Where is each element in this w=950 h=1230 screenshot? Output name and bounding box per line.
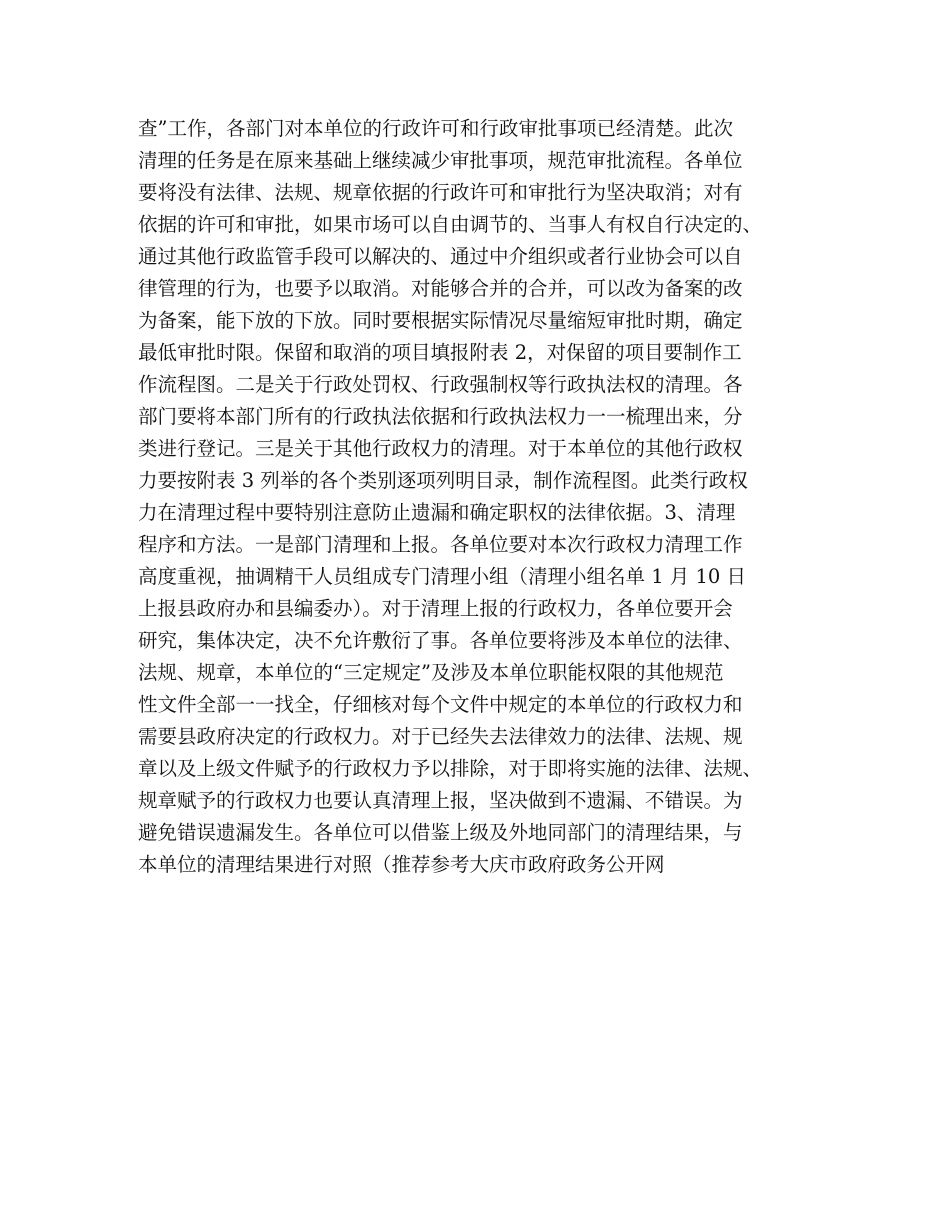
text-line: 律管理的行为，也要予以取消。对能够合并的合并，可以改为备案的改 [138,277,743,300]
text-line: 查”工作，各部门对本单位的行政许可和行政审批事项已经清楚。此次 [138,117,733,140]
text-line: 程序和方法。一是部门清理和上报。各单位要对本次行政权力清理工作 [138,533,743,556]
text-line: 法规、规章，本单位的“三定规定”及涉及本单位职能权限的其他规范 [138,661,724,684]
text-line: 章以及上级文件赋予的行政权力予以排除，对于即将实施的法律、法规、 [138,757,763,780]
text-line: 性文件全部一一找全，仔细核对每个文件中规定的本单位的行政权力和 [138,693,743,716]
text-line: 为备案，能下放的下放。同时要根据实际情况尽量缩短审批时期，确定 [138,309,743,332]
body-paragraph [138,113,818,881]
text-line: 力要按附表 3 列举的各个类别逐项列明目录，制作流程图。此类行政权 [138,469,748,492]
text-line: 类进行登记。三是关于其他行政权力的清理。对于本单位的其他行政权 [138,437,743,460]
text-line: 要将没有法律、法规、规章依据的行政许可和审批行为坚决取消；对有 [138,181,743,204]
text-line: 作流程图。二是关于行政处罚权、行政强制权等行政执法权的清理。各 [138,373,743,396]
text-line: 避免错误遗漏发生。各单位可以借鉴上级及外地同部门的清理结果，与 [138,821,743,844]
text-line: 部门要将本部门所有的行政执法依据和行政执法权力一一梳理出来，分 [138,405,743,428]
text-line: 力在清理过程中要特别注意防止遗漏和确定职权的法律依据。3、清理 [138,501,736,524]
text-line: 研究，集体决定，决不允许敷衍了事。各单位要将涉及本单位的法律、 [138,629,743,652]
text-line: 最低审批时限。保留和取消的项目填报附表 2，对保留的项目要制作工 [138,341,742,364]
text-line: 本单位的清理结果进行对照（推荐参考大庆市政府政务公开网 [138,853,665,876]
text-line: 清理的任务是在原来基础上继续减少审批事项，规范审批流程。各单位 [138,149,743,172]
text-line: 高度重视，抽调精干人员组成专门清理小组（清理小组名单 1 月 10 日 [138,565,747,588]
text-line: 通过其他行政监管手段可以解决的、通过中介组织或者行业协会可以自 [138,245,743,268]
text-line: 上报县政府办和县编委办）。对于清理上报的行政权力，各单位要开会 [138,597,733,620]
text-line: 依据的许可和审批，如果市场可以自由调节的、当事人有权自行决定的、 [138,213,763,236]
text-line: 规章赋予的行政权力也要认真清理上报，坚决做到不遗漏、不错误。为 [138,789,743,812]
text-line: 需要县政府决定的行政权力。对于已经失去法律效力的法律、法规、规 [138,725,743,748]
